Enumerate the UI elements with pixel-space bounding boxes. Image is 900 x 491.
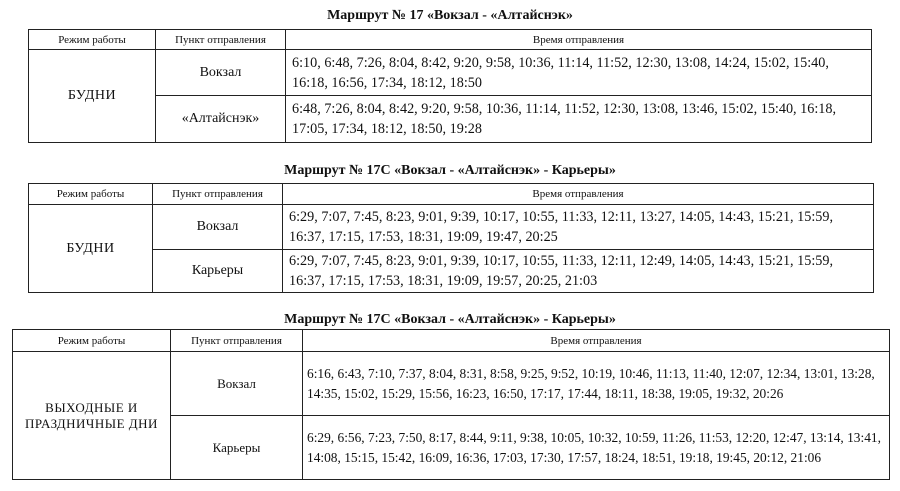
point-cell: «Алтайснэк»	[156, 96, 286, 143]
header-point: Пункт отправления	[156, 30, 286, 50]
route-17-title: Маршрут № 17 «Вокзал - «Алтайснэк»	[327, 8, 573, 23]
header-time: Время отправления	[286, 30, 872, 50]
header-mode: Режим работы	[13, 330, 171, 352]
point-cell: Карьеры	[153, 250, 283, 293]
point-cell: Вокзал	[171, 352, 303, 416]
point-cell: Вокзал	[156, 50, 286, 96]
route-17c-weekends-title: Маршрут № 17С «Вокзал - «Алтайснэк» - Карьеры»	[284, 312, 616, 327]
route-17c-weekdays-title: Маршрут № 17С «Вокзал - «Алтайснэк» - Карьеры»	[284, 163, 616, 178]
table-row	[29, 205, 874, 250]
header-row	[29, 184, 874, 205]
header-mode: Режим работы	[29, 30, 156, 50]
point-cell: Карьеры	[171, 416, 303, 480]
times-cell: 6:29, 7:07, 7:45, 8:23, 9:01, 9:39, 10:17, 10:55, 11:33, 12:11, 13:27, 14:05, 14:43, 15:21, 15:59, 16:37, 17:15, 17:53, 18:31, 19:09, 19:47, 20:25	[283, 205, 874, 250]
table-row	[13, 352, 890, 416]
times-cell: 6:29, 6:56, 7:23, 7:50, 8:17, 8:44, 9:11, 9:38, 10:05, 10:32, 10:59, 11:26, 11:53, 12:20, 12:47, 13:14, 13:41, 14:08, 15:15, 15:42, 16:09, 16:36, 17:03, 17:30, 17:57, 18:24, 18:51, 19:18, 19:45, 20:12, 21:06	[303, 416, 890, 480]
header-point: Пункт отправления	[171, 330, 303, 352]
header-mode: Режим работы	[29, 184, 153, 205]
times-cell: 6:16, 6:43, 7:10, 7:37, 8:04, 8:31, 8:58, 9:25, 9:52, 10:19, 10:46, 11:13, 11:40, 12:07, 12:34, 13:01, 13:28, 14:35, 15:02, 15:29, 15:56, 16:23, 16:50, 17:17, 17:44, 18:11, 18:38, 19:05, 19:32, 20:26	[303, 352, 890, 416]
route-17c-weekdays-table	[28, 183, 874, 293]
mode-cell: БУДНИ	[29, 205, 153, 293]
header-time: Время отправления	[303, 330, 890, 352]
times-cell: 6:10, 6:48, 7:26, 8:04, 8:42, 9:20, 9:58, 10:36, 11:14, 11:52, 12:30, 13:08, 14:24, 15:02, 15:40, 16:18, 16:56, 17:34, 18:12, 18:50	[286, 50, 872, 96]
header-point: Пункт отправления	[153, 184, 283, 205]
point-cell: Вокзал	[153, 205, 283, 250]
header-time: Время отправления	[283, 184, 874, 205]
mode-cell: ВЫХОДНЫЕ И ПРАЗДНИЧНЫЕ ДНИ	[13, 352, 171, 480]
times-cell: 6:29, 7:07, 7:45, 8:23, 9:01, 9:39, 10:17, 10:55, 11:33, 12:11, 12:49, 14:05, 14:43, 15:21, 15:59, 16:37, 17:15, 17:53, 18:31, 19:09, 19:57, 20:25, 21:03	[283, 250, 874, 293]
header-row	[29, 30, 872, 50]
table-row	[29, 250, 874, 293]
mode-cell: БУДНИ	[29, 50, 156, 143]
table-row	[29, 50, 872, 96]
route-17-table	[28, 29, 872, 143]
times-cell: 6:48, 7:26, 8:04, 8:42, 9:20, 9:58, 10:36, 11:14, 11:52, 12:30, 13:08, 13:46, 15:02, 15:40, 16:18, 17:05, 17:34, 18:12, 18:50, 19:28	[286, 96, 872, 143]
header-row	[13, 330, 890, 352]
route-17c-weekends-table	[12, 329, 890, 480]
table-row	[29, 96, 872, 143]
